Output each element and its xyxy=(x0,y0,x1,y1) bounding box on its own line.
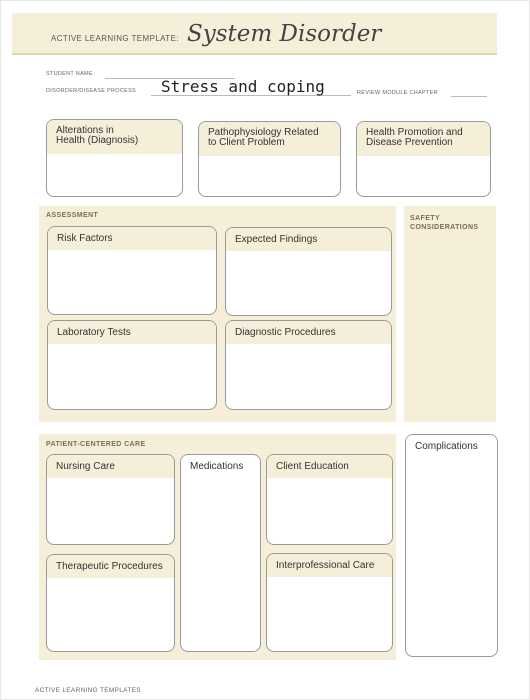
page-title: System Disorder xyxy=(187,21,382,47)
complications-box[interactable] xyxy=(405,434,498,657)
pathophysiology-box[interactable] xyxy=(198,121,341,197)
review-module-label: REVIEW MODULE CHAPTER xyxy=(357,90,438,96)
health-promotion-heading-line1: Health Promotion and xyxy=(366,127,463,138)
student-name-label: STUDENT NAME xyxy=(46,71,93,77)
client-education-heading: Client Education xyxy=(267,455,392,478)
medications-heading: Medications xyxy=(181,455,260,478)
alterations-heading xyxy=(47,120,182,154)
expected-findings-box[interactable] xyxy=(225,227,392,316)
pathophysiology-heading-line2: to Client Problem xyxy=(208,137,285,148)
pathophysiology-heading-line1: Pathophysiology Related xyxy=(208,127,319,138)
safety-title-line2: CONSIDERATIONS xyxy=(410,224,479,231)
laboratory-tests-heading: Laboratory Tests xyxy=(48,321,216,344)
nursing-care-heading: Nursing Care xyxy=(47,455,174,478)
risk-factors-heading: Risk Factors xyxy=(48,227,216,250)
health-promotion-box[interactable] xyxy=(356,121,491,197)
pathophysiology-heading xyxy=(199,122,340,156)
alterations-heading-line2: Health (Diagnosis) xyxy=(56,135,139,146)
interprofessional-care-box[interactable] xyxy=(266,553,393,652)
alterations-heading-line1: Alterations in xyxy=(56,125,114,136)
risk-factors-box[interactable] xyxy=(47,226,217,315)
expected-findings-heading: Expected Findings xyxy=(226,228,391,251)
client-education-box[interactable] xyxy=(266,454,393,545)
assessment-title: ASSESSMENT xyxy=(46,212,99,219)
interprofessional-care-heading: Interprofessional Care xyxy=(267,554,392,577)
footer-label: ACTIVE LEARNING TEMPLATES xyxy=(35,687,141,694)
therapeutic-procedures-heading: Therapeutic Procedures xyxy=(47,555,174,578)
patient-care-title: PATIENT-CENTERED CARE xyxy=(46,441,146,448)
medications-box[interactable] xyxy=(180,454,261,652)
alterations-box[interactable] xyxy=(46,119,183,197)
disorder-field[interactable]: Stress and coping xyxy=(161,77,325,96)
diagnostic-procedures-heading: Diagnostic Procedures xyxy=(226,321,391,344)
nursing-care-box[interactable] xyxy=(46,454,175,545)
health-promotion-heading xyxy=(357,122,490,156)
safety-title-line1: SAFETY xyxy=(410,215,441,222)
template-label: ACTIVE LEARNING TEMPLATE: xyxy=(51,34,179,43)
laboratory-tests-box[interactable] xyxy=(47,320,217,410)
safety-section[interactable] xyxy=(404,206,496,422)
complications-heading: Complications xyxy=(406,435,497,458)
review-module-field[interactable] xyxy=(451,96,487,97)
health-promotion-heading-line2: Disease Prevention xyxy=(366,137,453,148)
therapeutic-procedures-box[interactable] xyxy=(46,554,175,652)
diagnostic-procedures-box[interactable] xyxy=(225,320,392,410)
disorder-label: DISORDER/DISEASE PROCESS xyxy=(46,88,137,94)
safety-title xyxy=(410,214,478,232)
